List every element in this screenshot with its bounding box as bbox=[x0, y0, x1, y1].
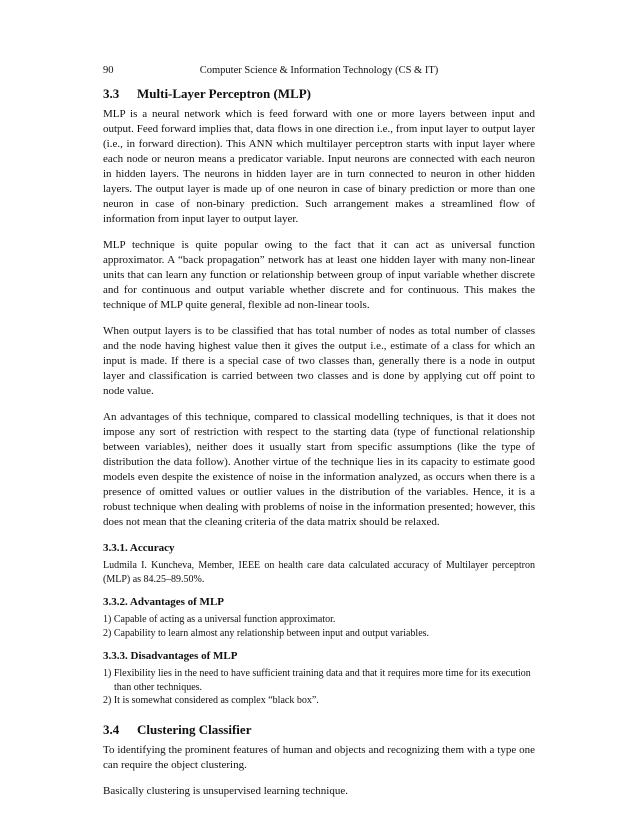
section-number: 3.4 bbox=[103, 721, 120, 737]
paragraph: An advantages of this technique, compared to classical modelling techniques, is that it does not impose any sort of restriction with respect to the starting data (type of functional relationship between variables), neither does it usually start from specific assumptions (like the type of distribution the data follow). Another virtue of the technique lies in its capacity to estimate good models even despite the existence of noise in the information analyzed, as occurs when there is a presence of omitted values or outlier values in the distribution of the variables. Hence, it is a robust technique when dealing with problems of noise in the information presented; however, this does not mean that the cleaning criteria of the data matrix should be relaxed. bbox=[103, 411, 535, 528]
section-3-3-heading bbox=[103, 86, 535, 102]
running-title: Computer Science & Information Technology (CS & IT) bbox=[199, 65, 439, 76]
paragraph: MLP is a neural network which is feed forward with one or more layers between input and output. Feed forward implies that, data flows in one direction i.e., from input layer to output layer (i.e., in forward direction). This ANN which multilayer perceptron starts with input layer where each node or neuron means a predicator variable. Input neurons are connected with each neuron in hidden layers. The neurons in hidden layer are in turn connected to neuron in other hidden layers. The output layer is made up of one neuron in case of binary prediction or more than one neuron in case of non-binary prediction. Such arrangement makes a streamlined flow of information from input layer to output layer. bbox=[103, 108, 535, 225]
page-number: 90 bbox=[103, 65, 114, 76]
advantages-list bbox=[103, 613, 535, 640]
list-item: 2) It is somewhat considered as complex “black box”. bbox=[103, 695, 319, 706]
disadvantages-list bbox=[103, 667, 535, 708]
list-item: 1) Flexibility lies in the need to have sufficient training data and that it requires more time for its execution than other techniques. bbox=[103, 668, 531, 693]
section-title: Clustering Classifier bbox=[137, 721, 252, 737]
paragraph: MLP technique is quite popular owing to the fact that it can act as universal function approximator. A “back propagation” network has at least one hidden layer with many non-linear units that can learn any function or relationship between group of input variable whether discrete and for continuous and output variable whether discrete and for continuous. This makes the technique of MLP quite general, flexible ad non-linear tools. bbox=[103, 239, 535, 311]
paragraph: To identifying the prominent features of human and objects and recognizing them with a type one can require the object clustering. bbox=[103, 743, 535, 771]
page-header bbox=[103, 65, 535, 79]
subsection-advantages-heading: 3.3.2. Advantages of MLP bbox=[103, 596, 224, 608]
section-title: Multi-Layer Perceptron (MLP) bbox=[137, 86, 312, 101]
list-item: 1) Capable of acting as a universal function approximator. bbox=[103, 614, 336, 625]
page-content bbox=[103, 86, 535, 810]
accuracy-text: Ludmila I. Kuncheva, Member, IEEE on health care data calculated accuracy of Multilayer perceptron (MLP) as 84.25–89.50%. bbox=[103, 560, 535, 585]
section-number: 3.3 bbox=[103, 86, 120, 101]
paragraph: When output layers is to be classified that has total number of nodes as total number of classes and the node having highest value then it gives the output i.e., estimate of a class for which an input is made. If there is a special case of two classes than, generally there is a node in output layer and classification is carried between two classes and is done by applying cut off point to node value. bbox=[103, 325, 535, 397]
subsection-disadvantages-heading: 3.3.3. Disadvantages of MLP bbox=[103, 650, 238, 662]
paragraph: Basically clustering is unsupervised learning technique. bbox=[103, 784, 348, 797]
subsection-accuracy-heading: 3.3.1. Accuracy bbox=[103, 542, 175, 554]
list-item: 2) Capability to learn almost any relationship between input and output variables. bbox=[103, 627, 430, 639]
section-3-4-heading bbox=[103, 722, 535, 738]
